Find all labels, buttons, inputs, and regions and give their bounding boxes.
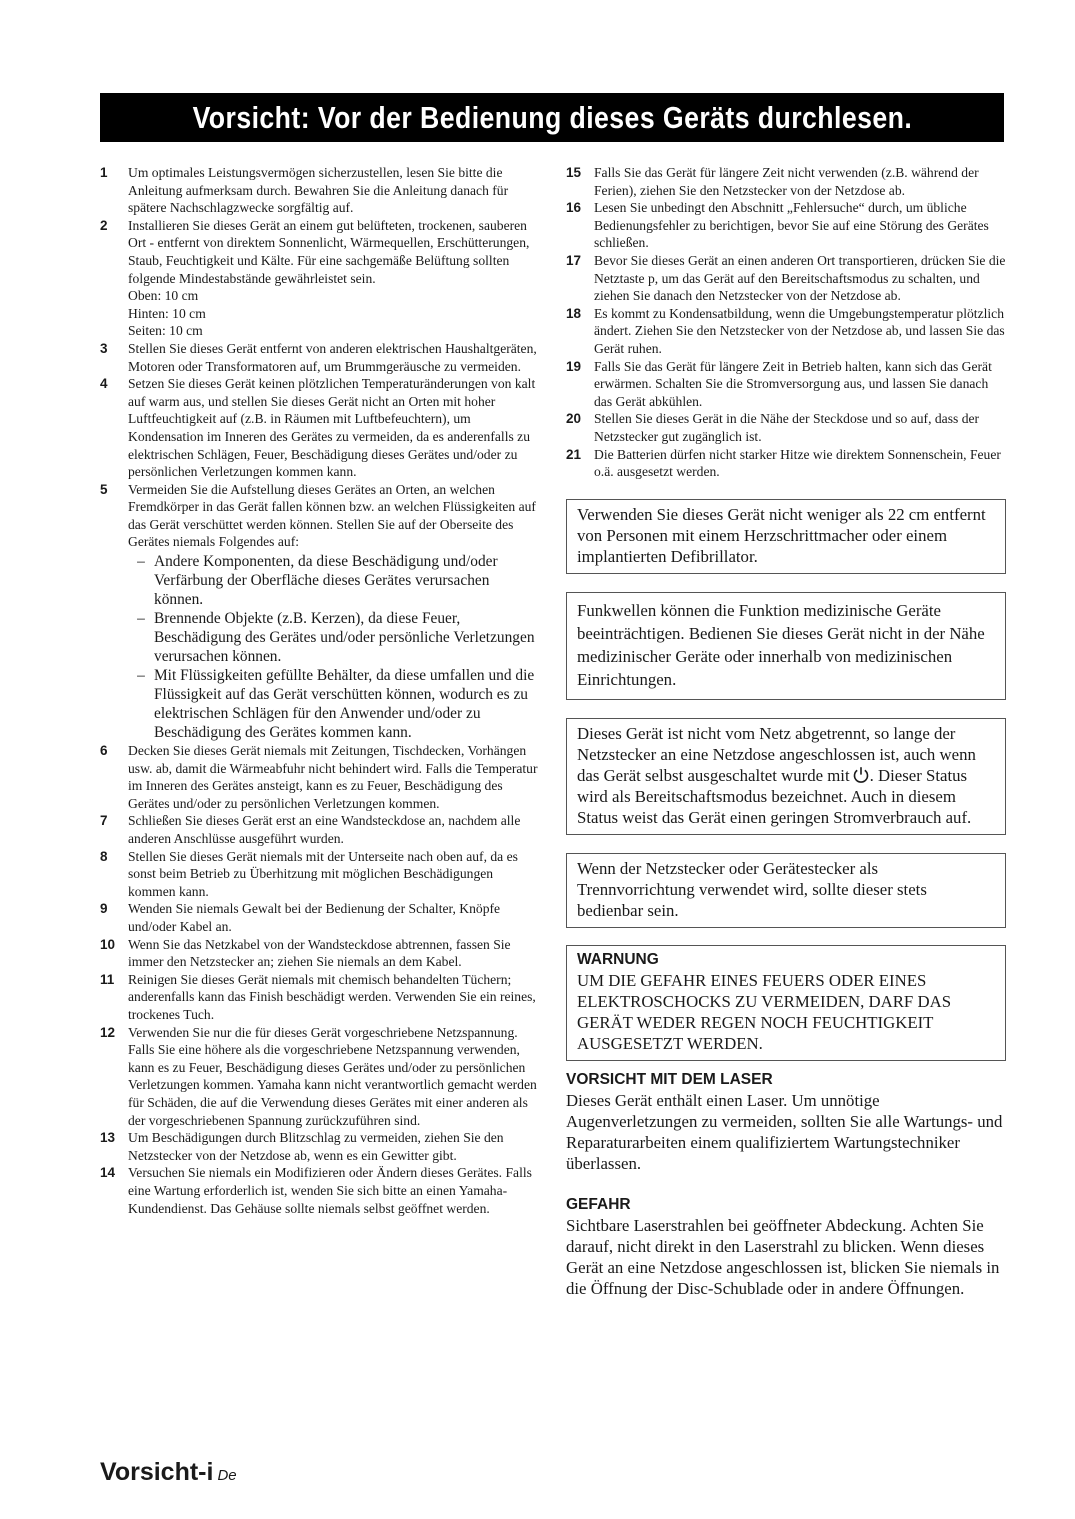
clearance-sides: Seiten: 10 cm xyxy=(128,323,203,339)
sub-list-item: – Andere Komponenten, da diese Beschädigung und/oder Verfärbung der Oberfläche dieses Gerätes verursachen können. xyxy=(137,553,498,609)
danger-heading: GEFAHR xyxy=(566,1195,631,1213)
list-item xyxy=(566,446,1006,481)
disconnect-notice: Wenn der Netzstecker oder Gerätestecker als Trennvorrichtung verwendet wird, sollte dieser stets bedienbar sein. xyxy=(577,858,927,920)
page-footer xyxy=(100,1458,237,1487)
item-text: Versuchen Sie niemals ein Modifizieren oder Ändern dieses Gerätes. Falls eine Wartung erforderlich ist, wenden Sie sich bitte an einen Yamaha-Kundendienst. Das Gehäuse sollte niemals selbst geöffnet werden. xyxy=(128,1165,532,1216)
item-number: 2 xyxy=(100,217,108,233)
item-number: 10 xyxy=(100,936,116,952)
item-number: 18 xyxy=(566,305,582,321)
radio-notice: Funkwellen können die Funktion medizinische Geräte beeinträchtigen. Bedienen Sie dieses Gerät nicht in der Nähe medizinischer Geräte oder innerhalb von medizinischen Einrichtungen. xyxy=(577,600,985,689)
item-text: Bevor Sie dieses Gerät an einen anderen Ort transportieren, drücken Sie die Netztaste p, um das Gerät auf den Bereitschaftsmodus zu schalten, und ziehen Sie danach den Netzstecker von der Netzdose ab. xyxy=(594,252,1006,304)
list-item xyxy=(566,252,1006,305)
list-item xyxy=(100,936,538,971)
item-number: 17 xyxy=(566,252,582,268)
list-item xyxy=(100,217,538,340)
item-text: Falls Sie das Gerät für längere Zeit in Betrieb halten, kann sich das Gerät erwärmen. Schalten Sie die Stromversorgung aus, und lassen Sie danach das Gerät abkühlen. xyxy=(594,358,992,409)
item-number: 19 xyxy=(566,358,582,374)
item-text: Setzen Sie dieses Gerät keinen plötzlichen Temperaturänderungen von kalt auf warm aus, und stellen Sie dieses Gerät nicht an Orten mit hoher Luftfeuchtigkeit auf (z.B. in Räumen mit Luftbefeuchtern), um Kondensation im Inneren des Gerätes zu vermeiden, da es anderenfalls zu elektrischen Schlägen, Feuer, Beschädigung dieses Gerätes und/oder zu persönlichen Verletzungen kommen kann. xyxy=(128,376,536,480)
list-item xyxy=(100,1129,538,1164)
item-number: 20 xyxy=(566,411,582,427)
item-text: Stellen Sie dieses Gerät entfernt von anderen elektrischen Haushaltgeräten, Motoren oder Transformatoren auf, um Brummgeräusche zu vermeiden. xyxy=(128,340,537,374)
warning-heading: WARNUNG xyxy=(577,950,659,968)
item-text: Decken Sie dieses Gerät niemals mit Zeitungen, Tischdecken, Vorhängen usw. ab, damit die Wärmeabfuhr nicht behindert wird. Falls die Temperatur im Inneren des Gerätes ansteigt, kann es zu Feuer, Beschädigung des Gerätes und/oder zu persönlichen Verletzungen kommen. xyxy=(128,743,538,811)
list-item xyxy=(100,340,538,375)
item-text: Schließen Sie dieses Gerät erst an eine Wandsteckdose an, nachdem alle anderen Anschlüsse ausgeführt wurden. xyxy=(128,813,521,847)
item-text: Installieren Sie dieses Gerät an einem gut belüfteten, trockenen, sauberen Ort - entfernt von direktem Sonnenlicht, Wärmequellen, Erschütterungen, Staub, Feuchtigkeit und Kälte. Für eine sachgemäße Belüftung sollten folgende Mindestabstände gewährleistet sein. xyxy=(128,217,530,286)
item-number: 8 xyxy=(100,848,108,864)
item-number: 1 xyxy=(100,165,108,180)
danger-section xyxy=(566,1195,1006,1299)
right-column xyxy=(566,164,1006,1299)
laser-heading: VORSICHT MIT DEM LASER xyxy=(566,1070,773,1088)
item-number: 14 xyxy=(100,1165,116,1181)
list-item xyxy=(566,410,1006,445)
left-column xyxy=(100,164,538,1217)
item-number: 13 xyxy=(100,1130,116,1146)
item-number: 3 xyxy=(100,340,108,356)
list-item xyxy=(100,375,538,481)
list-item xyxy=(100,742,538,812)
sub-list-item: – Mit Flüssigkeiten gefüllte Behälter, da diese umfallen und die Flüssigkeit auf das Gerät verschütten können, wodurch es zu elektrischen Schlägen für den Anwender und/oder zu Beschädigung des Gerätes kommen kann. xyxy=(137,667,535,742)
list-item xyxy=(100,848,538,901)
item-number: 11 xyxy=(100,971,115,987)
warning-text: UM DIE GEFAHR EINES FEUERS ODER EINES ELEKTROSCHOCKS ZU VERMEIDEN, DARF DAS GERÄT WEDER REGEN NOCH FEUCHTIGKEIT AUSGESETZT WERDEN. xyxy=(577,970,952,1053)
list-item xyxy=(566,164,1006,199)
item-text: Lesen Sie unbedingt den Abschnitt „Fehlersuche“ durch, um übliche Bedienungsfehler zu berichtigen, bevor Sie auf eine Störung des Gerätes schließen. xyxy=(594,200,989,251)
item-text: Wenn Sie das Netzkabel von der Wandsteckdose abtrennen, fassen Sie immer den Netzstecker an; ziehen Sie niemals an dem Kabel. xyxy=(128,936,511,970)
sub-list xyxy=(128,552,538,742)
list-item xyxy=(100,481,538,742)
list-item xyxy=(100,164,538,217)
standby-notice-box xyxy=(566,718,1006,835)
list-item xyxy=(566,358,1006,411)
page-number: Vorsicht-i xyxy=(100,1458,214,1486)
language-code: De xyxy=(217,1467,237,1484)
item-text: Falls Sie das Gerät für längere Zeit nicht verwenden (z.B. während der Ferien), ziehen Sie den Netzstecker von der Netzdose ab. xyxy=(594,165,979,198)
item-text: Stellen Sie dieses Gerät in die Nähe der Steckdose und so auf, dass der Netzstecker gut zugänglich ist. xyxy=(594,411,980,444)
laser-text: Dieses Gerät enthält einen Laser. Um unnötige Augenverletzungen zu vermeiden, sollten Sie alle Wartungs- und Reparaturarbeiten einem qualifiziertem Wartungstechniker überlassen. xyxy=(566,1090,1003,1173)
item-text: Verwenden Sie nur die für dieses Gerät vorgeschriebene Netzspannung. Falls Sie eine höhere als die vorgeschriebene Netzspannung verwenden, kann es zu Feuer, Beschädigung dieses Gerätes und/oder zu persönlichen Verletzungen kommen. Yamaha kann nicht verantwortlich gemacht werden für Schäden, die auf die Verwendung dieses Gerätes mit einer anderen als der vorgeschriebenen Spannung zurückzuführen sind. xyxy=(128,1024,537,1128)
item-number: 16 xyxy=(566,200,582,216)
radio-notice-box xyxy=(566,592,1006,700)
item-text: Um Beschädigungen durch Blitzschlag zu vermeiden, ziehen Sie den Netzstecker von der Netzdose ab, wenn es ein Gewitter gibt. xyxy=(128,1130,504,1163)
item-text: Wenden Sie niemals Gewalt bei der Bedienung der Schalter, Knöpfe und/oder Kabel an. xyxy=(128,901,501,934)
warning-box xyxy=(566,945,1006,1061)
danger-text: Sichtbare Laserstrahlen bei geöffneter Abdeckung. Achten Sie darauf, nicht direkt in den Laserstrahl zu blicken. Wenn dieses Gerät an eine Netzdose angeschlossen ist, blicken Sie niemals in die Öffnung der Disc-Schublade oder in andere Öffnungen. xyxy=(566,1215,1000,1298)
list-item xyxy=(100,1024,538,1130)
item-text: Stellen Sie dieses Gerät niemals mit der Unterseite nach oben auf, da es sonst beim Betrieb zu Überhitzung mit möglichen Beschädigungen kommen kann. xyxy=(128,848,518,899)
item-text: Vermeiden Sie die Aufstellung dieses Gerätes an Orten, an welchen Fremdkörper in das Gerät fallen können bzw. an welchen Flüssigkeiten auf das Gerät verschüttet werden können. Stellen Sie auf der Oberseite des Gerätes niemals Folgendes auf: xyxy=(128,481,536,550)
list-item xyxy=(566,305,1006,358)
item-number: 6 xyxy=(100,743,108,759)
item-number: 4 xyxy=(100,376,108,392)
item-number: 5 xyxy=(100,481,108,497)
item-text: Um optimales Leistungsvermögen sicherzustellen, lesen Sie bitte die Anleitung aufmerksam durch. Bewahren Sie die Anleitung danach für spätere Nachschlagzwecke sorgfältig auf. xyxy=(128,165,509,216)
title-banner xyxy=(100,93,1004,142)
list-item xyxy=(566,199,1006,252)
clearance-top: Oben: 10 cm xyxy=(128,288,199,304)
sub-list-item: – Brennende Objekte (z.B. Kerzen), da diese Feuer, Beschädigung des Gerätes und/oder persönliche Verletzungen verursachen können. xyxy=(137,610,535,666)
list-item xyxy=(100,971,538,1024)
list-item xyxy=(100,900,538,935)
item-text: Es kommt zu Kondensatbildung, wenn die Umgebungstemperatur plötzlich ändert. Ziehen Sie den Netzstecker von der Netzdose ab, und lassen Sie das Gerät ruhen. xyxy=(594,305,1005,356)
clearance-back: Hinten: 10 cm xyxy=(128,305,206,321)
list-item xyxy=(100,1164,538,1217)
item-number: 7 xyxy=(100,813,108,829)
pacemaker-notice: Verwenden Sie dieses Gerät nicht weniger als 22 cm entfernt von Personen mit einem Herzschrittmacher oder einem implantierten Defibrillator. xyxy=(577,504,986,566)
standby-notice: Dieses Gerät ist nicht vom Netz abgetrennt, so lange der Netzstecker an eine Netzdose angeschlossen ist, auch wenn das Gerät selbst ausgeschaltet wurde mit . Dieser Status wird als Bereitschaftsmodus bezeichnet. Auch in diesem Status weist das Gerät einen geringen Stromverbrauch auf. xyxy=(577,723,976,827)
item-text: Reinigen Sie dieses Gerät niemals mit chemisch behandelten Tüchern; anderenfalls kann das Finish beschädigt werden. Verwenden Sie ein reines, trockenes Tuch. xyxy=(128,971,536,1022)
power-icon xyxy=(852,766,870,784)
item-number: 9 xyxy=(100,901,108,917)
list-item xyxy=(100,812,538,847)
item-text: Die Batterien dürfen nicht starker Hitze wie direktem Sonnenschein, Feuer o.ä. ausgesetzt werden. xyxy=(594,446,1001,480)
item-number: 21 xyxy=(566,446,582,462)
item-number: 12 xyxy=(100,1024,116,1040)
pacemaker-notice-box xyxy=(566,499,1006,574)
item-number: 15 xyxy=(566,165,582,180)
laser-section xyxy=(566,1070,1006,1174)
disconnect-notice-box xyxy=(566,853,1006,928)
page-title: Vorsicht: Vor der Bedienung dieses Geräts durchlesen. xyxy=(192,99,912,135)
